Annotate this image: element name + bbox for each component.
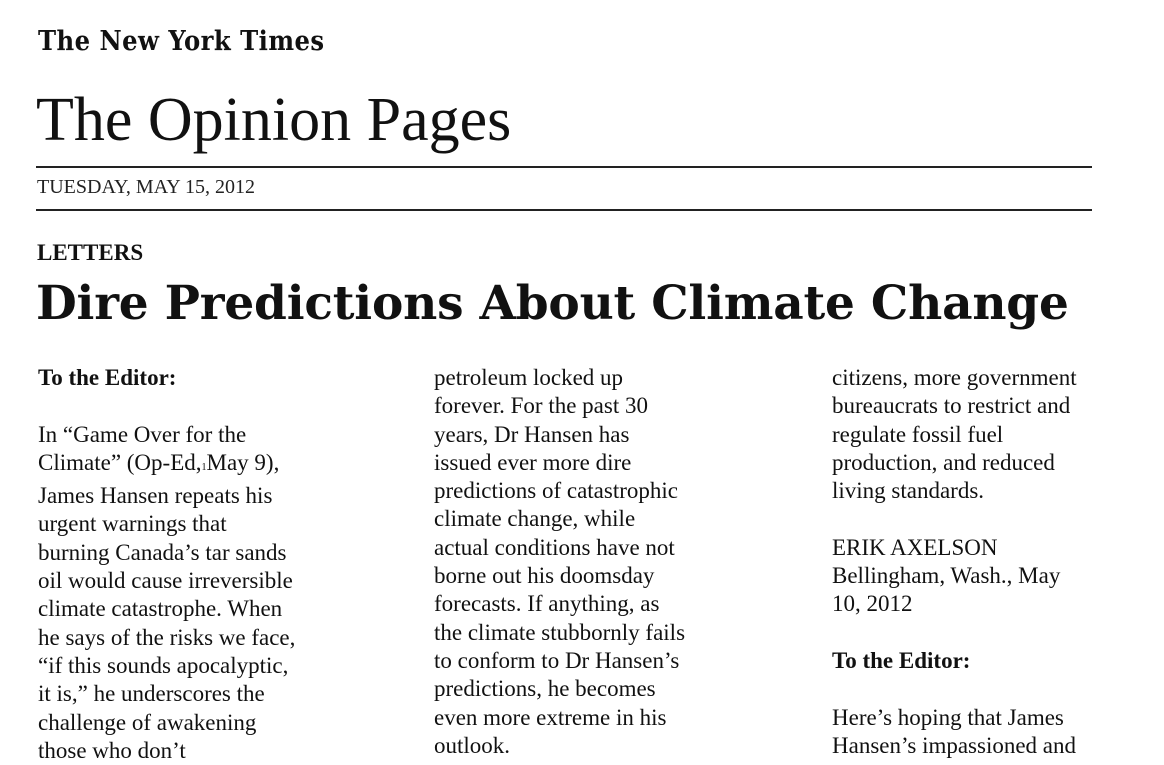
article-column-3 bbox=[832, 364, 1142, 760]
body-line: forever. For the past 30 bbox=[434, 393, 648, 419]
body-line: Hansen’s impassioned and bbox=[832, 732, 1077, 758]
body-line: production, and reduced bbox=[832, 449, 1055, 475]
body-line: bureaucrats to restrict and bbox=[832, 393, 1071, 419]
dateline: TUESDAY, MAY 15, 2012 bbox=[37, 176, 256, 198]
footnote-marker: 1 bbox=[201, 461, 207, 473]
letter-salutation: To the Editor: bbox=[832, 647, 971, 673]
body-line: urgent warnings that bbox=[38, 511, 227, 537]
body-line: oil would cause irreversible bbox=[38, 568, 293, 594]
body-line: it is,” he underscores the bbox=[38, 681, 265, 707]
body-line: burning Canada’s tar sands bbox=[38, 539, 287, 565]
body-line: the climate stubbornly fails bbox=[434, 619, 686, 645]
body-line: living standards. bbox=[832, 478, 985, 504]
body-line: those who don’t bbox=[38, 737, 186, 763]
article-column-1 bbox=[38, 364, 348, 765]
signature-place: Bellingham, Wash., May bbox=[832, 563, 1061, 589]
section-title: The Opinion Pages bbox=[36, 86, 512, 154]
article-column-2 bbox=[434, 364, 754, 760]
signature-name: ERIK AXELSON bbox=[832, 534, 998, 560]
body-line: years, Dr Hansen has bbox=[434, 421, 630, 447]
body-line: even more extreme in his bbox=[434, 704, 667, 730]
body-line: predictions, he becomes bbox=[434, 676, 656, 702]
body-line: outlook. bbox=[434, 732, 511, 758]
bottom-rule bbox=[36, 209, 1092, 211]
body-line: to conform to Dr Hansen’s bbox=[434, 647, 680, 673]
body-line: predictions of catastrophic bbox=[434, 478, 678, 504]
signature-date: 10, 2012 bbox=[832, 591, 913, 617]
section-kicker: LETTERS bbox=[37, 240, 144, 265]
body-line: climate catastrophe. When bbox=[38, 596, 283, 622]
body-line: In “Game Over for the bbox=[38, 421, 247, 447]
body-line: regulate fossil fuel bbox=[832, 421, 1004, 447]
body-line: James Hansen repeats his bbox=[38, 483, 273, 509]
body-line: “if this sounds apocalyptic, bbox=[38, 652, 289, 678]
article-headline: Dire Predictions About Climate Change bbox=[36, 276, 1069, 331]
body-line: citizens, more government bbox=[832, 365, 1077, 390]
top-rule bbox=[36, 166, 1092, 168]
body-line: Here’s hoping that James bbox=[832, 704, 1064, 730]
body-line: Climate” (Op-Ed,1May 9), bbox=[38, 449, 280, 475]
letter-salutation: To the Editor: bbox=[38, 365, 177, 390]
body-line: he says of the risks we face, bbox=[38, 624, 296, 650]
body-line: issued ever more dire bbox=[434, 449, 632, 475]
body-line: actual conditions have not bbox=[434, 534, 675, 560]
body-line: petroleum locked up bbox=[434, 365, 624, 390]
body-line: challenge of awakening bbox=[38, 709, 257, 735]
body-line: borne out his doomsday bbox=[434, 563, 655, 589]
nyt-logo: The New York Times bbox=[38, 26, 325, 57]
body-line: forecasts. If anything, as bbox=[434, 591, 660, 617]
body-line: climate change, while bbox=[434, 506, 636, 532]
